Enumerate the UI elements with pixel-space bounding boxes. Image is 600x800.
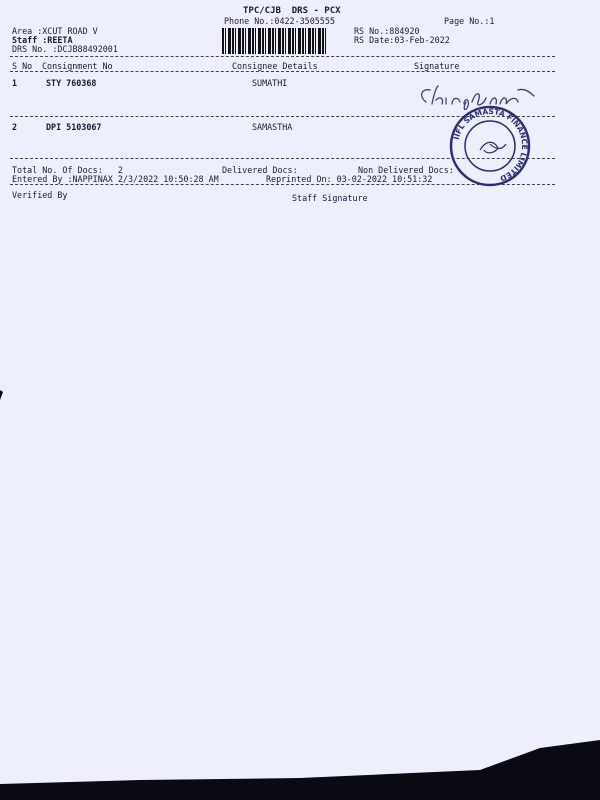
svg-text:IIFL SAMASTA FINANCE LIMITED: IIFL SAMASTA FINANCE LIMITED (451, 106, 530, 184)
col-consignee: Consignee Details (232, 61, 318, 71)
total-docs: Total No. Of Docs: 2 (12, 165, 123, 175)
col-consignment: Consignment No (42, 61, 113, 71)
entered-by: Entered By :NAPPINAX 2/3/2022 10:50:28 AM (12, 174, 219, 184)
page-number: Page No.:1 (444, 16, 495, 26)
row-2-consignee: SAMASTHA (252, 122, 293, 132)
non-delivered-docs: Non Delivered Docs: (358, 165, 454, 175)
row-1-consignment: STY 760368 (46, 78, 97, 88)
row-2-consignment: DPI 5103067 (46, 122, 102, 132)
document-title: TPC/CJB DRS - PCX (243, 6, 341, 16)
reprinted-on: Reprinted On: 03-02-2022 10:51:32 (266, 174, 433, 184)
row-2-sno: 2 (12, 122, 18, 132)
col-signature: Signature (414, 61, 460, 71)
delivered-docs: Delivered Docs: (222, 165, 298, 175)
staff-signature: Staff Signature (292, 193, 368, 203)
drs-number: DRS No. :DCJB88492001 (12, 44, 118, 54)
phone-number: Phone No.:0422-3505555 (224, 16, 335, 26)
rs-number: RS No.:884920 (354, 26, 420, 36)
rs-date: RS Date:03-Feb-2022 (354, 35, 450, 45)
area-field: Area :XCUT ROAD V (12, 26, 98, 36)
col-sno: S No (12, 61, 33, 71)
verified-by: Verified By (12, 190, 68, 200)
row-1-sno: 1 (12, 78, 18, 88)
row-1-consignee: SUMATHI (252, 78, 288, 88)
staff-field: Staff :REETA (12, 35, 73, 45)
